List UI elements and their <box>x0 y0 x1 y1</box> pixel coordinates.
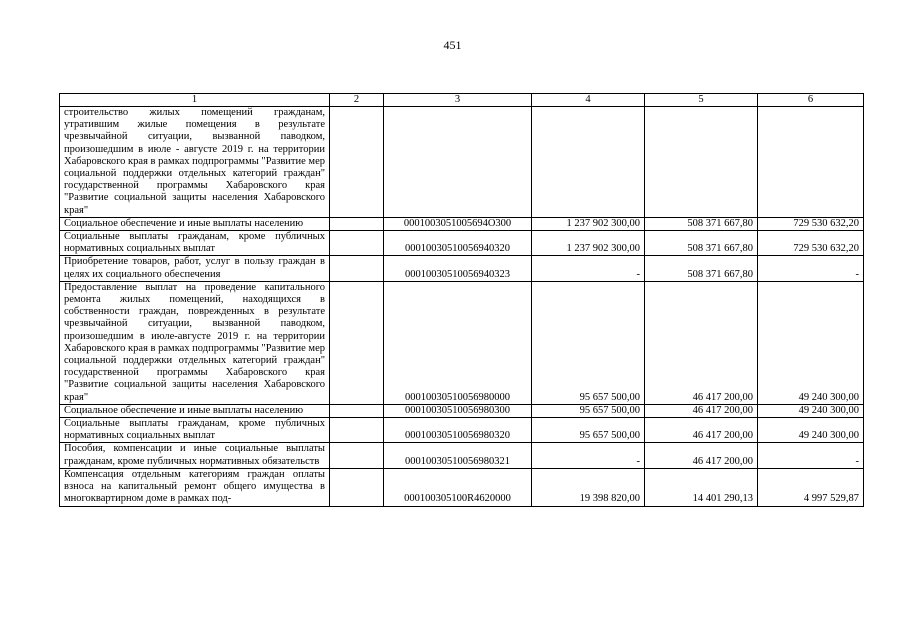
row-value-6 <box>758 107 864 218</box>
row-description: Пособия, компенсации и иные социальные выплаты гражданам, кроме публичных нормативных обязательств <box>60 443 330 468</box>
row-code: 00010030510056940320 <box>384 231 532 256</box>
table-row <box>60 404 864 417</box>
row-description: Социальное обеспечение и иные выплаты населению <box>60 404 330 417</box>
row-value-5: 46 417 200,00 <box>645 281 758 404</box>
header-cell-1: 1 <box>60 94 330 107</box>
row-value-5: 46 417 200,00 <box>645 404 758 417</box>
row-value-6: 729 530 632,20 <box>758 217 864 230</box>
row-col2 <box>330 281 384 404</box>
row-value-4: 95 657 500,00 <box>532 404 645 417</box>
row-value-6: 729 530 632,20 <box>758 231 864 256</box>
header-cell-3: 3 <box>384 94 532 107</box>
table-row <box>60 231 864 256</box>
table-row <box>60 443 864 468</box>
row-value-5: 508 371 667,80 <box>645 231 758 256</box>
row-code: 000100305100R4620000 <box>384 468 532 506</box>
row-col2 <box>330 443 384 468</box>
table-row <box>60 256 864 281</box>
row-description: Социальные выплаты гражданам, кроме публичных нормативных социальных выплат <box>60 231 330 256</box>
row-value-5: 508 371 667,80 <box>645 256 758 281</box>
row-value-4: - <box>532 256 645 281</box>
row-value-5: 46 417 200,00 <box>645 418 758 443</box>
row-value-5: 508 371 667,80 <box>645 217 758 230</box>
table-body <box>60 94 864 507</box>
row-code: 00010030510056980320 <box>384 418 532 443</box>
budget-table <box>59 93 864 507</box>
row-col2 <box>330 404 384 417</box>
row-value-4: 95 657 500,00 <box>532 418 645 443</box>
row-code: 00010030510056980000 <box>384 281 532 404</box>
row-value-4 <box>532 107 645 218</box>
row-value-6: 49 240 300,00 <box>758 404 864 417</box>
row-value-6: 49 240 300,00 <box>758 418 864 443</box>
header-cell-6: 6 <box>758 94 864 107</box>
row-value-6: 4 997 529,87 <box>758 468 864 506</box>
row-value-6: - <box>758 443 864 468</box>
row-code: 00010030510056980321 <box>384 443 532 468</box>
row-value-4: 1 237 902 300,00 <box>532 231 645 256</box>
table-row <box>60 107 864 218</box>
row-value-4: 1 237 902 300,00 <box>532 217 645 230</box>
row-code <box>384 107 532 218</box>
row-value-5: 46 417 200,00 <box>645 443 758 468</box>
row-value-5: 14 401 290,13 <box>645 468 758 506</box>
row-col2 <box>330 231 384 256</box>
table-row <box>60 217 864 230</box>
row-code: 0001003051005694O300 <box>384 217 532 230</box>
header-row <box>60 94 864 107</box>
row-col2 <box>330 107 384 218</box>
row-value-6: - <box>758 256 864 281</box>
row-code: 00010030510056940323 <box>384 256 532 281</box>
page-number: 451 <box>443 38 462 52</box>
row-description: строительство жилых помещений гражданам, утратившим жилые помещения в результате чрезвычайной ситуации, вызванной паводком, произошедшим в июле - августе 2019 г. на территории Хабаровского края в рамках подпрограммы "Развитие мер социальной поддержки отдельных категорий граждан" государственной программы Хабаровского края "Развитие социальной защиты населения Хабаровского края" <box>60 107 330 218</box>
header-cell-4: 4 <box>532 94 645 107</box>
row-col2 <box>330 217 384 230</box>
row-code: 00010030510056980300 <box>384 404 532 417</box>
header-cell-2: 2 <box>330 94 384 107</box>
table-row <box>60 468 864 506</box>
table-row <box>60 281 864 404</box>
row-description: Предоставление выплат на проведение капитального ремонта жилых помещений, находящихся в собственности граждан, поврежденных в результате чрезвычайной ситуации, вызванной паводком, произошедшим в июле-августе 2019 г. на территории Хабаровского края в рамках подпрограммы "Развитие мер социальной поддержки отдельных категорий граждан" государственной программы Хабаровского края "Развитие социальной защиты населения Хабаровского края" <box>60 281 330 404</box>
row-col2 <box>330 418 384 443</box>
row-value-4: - <box>532 443 645 468</box>
row-description: Компенсация отдельным категориям граждан оплаты взноса на капитальный ремонт общего имущества в многоквартирном доме в рамках под- <box>60 468 330 506</box>
row-value-5 <box>645 107 758 218</box>
row-description: Приобретение товаров, работ, услуг в пользу граждан в целях их социального обеспечения <box>60 256 330 281</box>
row-description: Социальное обеспечение и иные выплаты населению <box>60 217 330 230</box>
header-cell-5: 5 <box>645 94 758 107</box>
table-row <box>60 418 864 443</box>
row-col2 <box>330 468 384 506</box>
row-description: Социальные выплаты гражданам, кроме публичных нормативных социальных выплат <box>60 418 330 443</box>
row-value-4: 95 657 500,00 <box>532 281 645 404</box>
row-col2 <box>330 256 384 281</box>
row-value-4: 19 398 820,00 <box>532 468 645 506</box>
row-value-6: 49 240 300,00 <box>758 281 864 404</box>
